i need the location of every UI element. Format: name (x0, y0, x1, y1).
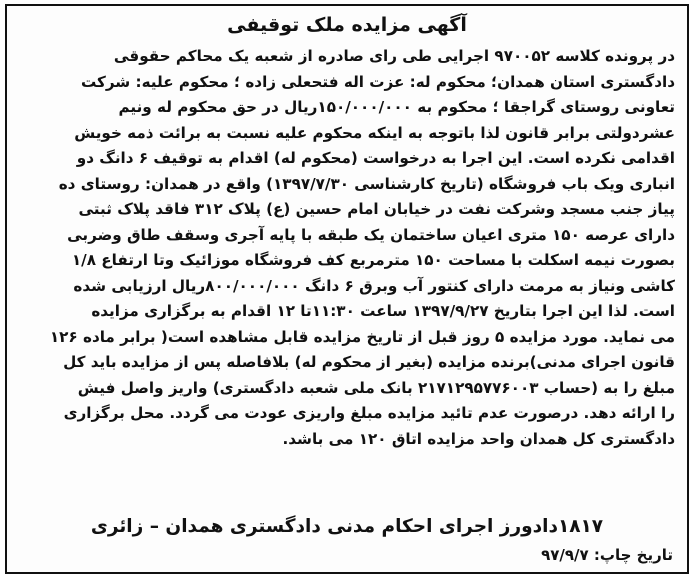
body-line: در پرونده کلاسه ۹۷۰۰۵۲ اجرایی طی رای صادره از شعبه یک محاکم حقوقی (113, 47, 675, 65)
body-line: را ارائه دهد. درصورت عدم تائید مزایده مبلغ واریزی عودت می گردد. محل برگزاری (63, 404, 675, 422)
body-line: می نماید. مورد مزایده ۵ روز قبل از تاریخ مزایده قابل مشاهده است( برابر ماده ۱۲۶ (49, 327, 675, 346)
body-line: دادگستری کل همدان واحد مزایده اتاق ۱۲۰ می باشد. (282, 429, 675, 448)
body-line: عشردولتی برابر قانون لذا باتوجه به اینکه محکوم علیه نسبت به برائت ذمه خویش (74, 123, 675, 142)
body-line: بصورت نیمه اسکلت با مساحت ۱۵۰ مترمربع کف فروشگاه موزائیک وتا ارتفاع ۱/۸ (71, 251, 675, 269)
body-line: انباری ویک باب فروشگاه (تاریخ کارشناسی ۱۳۹۷/۷/۳۰) واقع در همدان: روستای ده (58, 174, 675, 193)
notice-title: آگهی مزایده ملک توقیفی (227, 14, 467, 36)
body-line: دادگستری استان همدان؛ محکوم له: عزت اله فتحعلی زاده ؛ محکوم علیه: شرکت (80, 72, 675, 91)
body-line: کاشی ونیاز به مرمت دارای کنتور آب وبرق ۶ دانگ ۸۰۰/۰۰۰/۰۰۰ریال ارزیابی شده (73, 276, 675, 295)
notice-body (19, 44, 675, 452)
print-date: تاریخ چاپ: ۹۷/۹/۷ (541, 546, 673, 564)
body-line: دارای عرصه ۱۵۰ متری اعیان ساختمان یک طبقه با پایه آجری وسقف طاق وضربی (67, 225, 675, 244)
body-line: اقدامی نکرده است. این اجرا به درخواست (محکوم له) اقدام به توقیف ۶ دانگ دو (76, 149, 675, 167)
notice-signature: ۱۸۱۷دادورز اجرای احکام مدنی دادگستری همدان – زائری (90, 516, 604, 537)
body-line: مبلغ را به (حساب ۲۱۷۱۲۹۵۷۷۶۰۰۳ بانک ملی شعبه دادگستری) واریز واصل فیش (77, 378, 675, 397)
body-line: پیاز جنب مسجد وشرکت نفت در خیابان امام حسین (ع) پلاک ۳۱۲ فاقد پلاک ثبتی (78, 200, 675, 218)
body-line: تعاونی روستای گراجقا ؛ محکوم به ۱۵۰/۰۰۰/۰۰۰ریال در حق محکوم له ونیم (118, 98, 675, 116)
body-line: قانون اجرای مدنی)برنده مزایده (بغیر از محکوم له) بلافاصله پس از مزایده باید کل (63, 353, 675, 371)
notice-frame (5, 4, 689, 574)
body-line: است. لذا این اجرا بتاریخ ۱۳۹۷/۹/۲۷ ساعت ۱۱:۳۰تا ۱۲ اقدام به برگزاری مزایده (91, 302, 675, 320)
